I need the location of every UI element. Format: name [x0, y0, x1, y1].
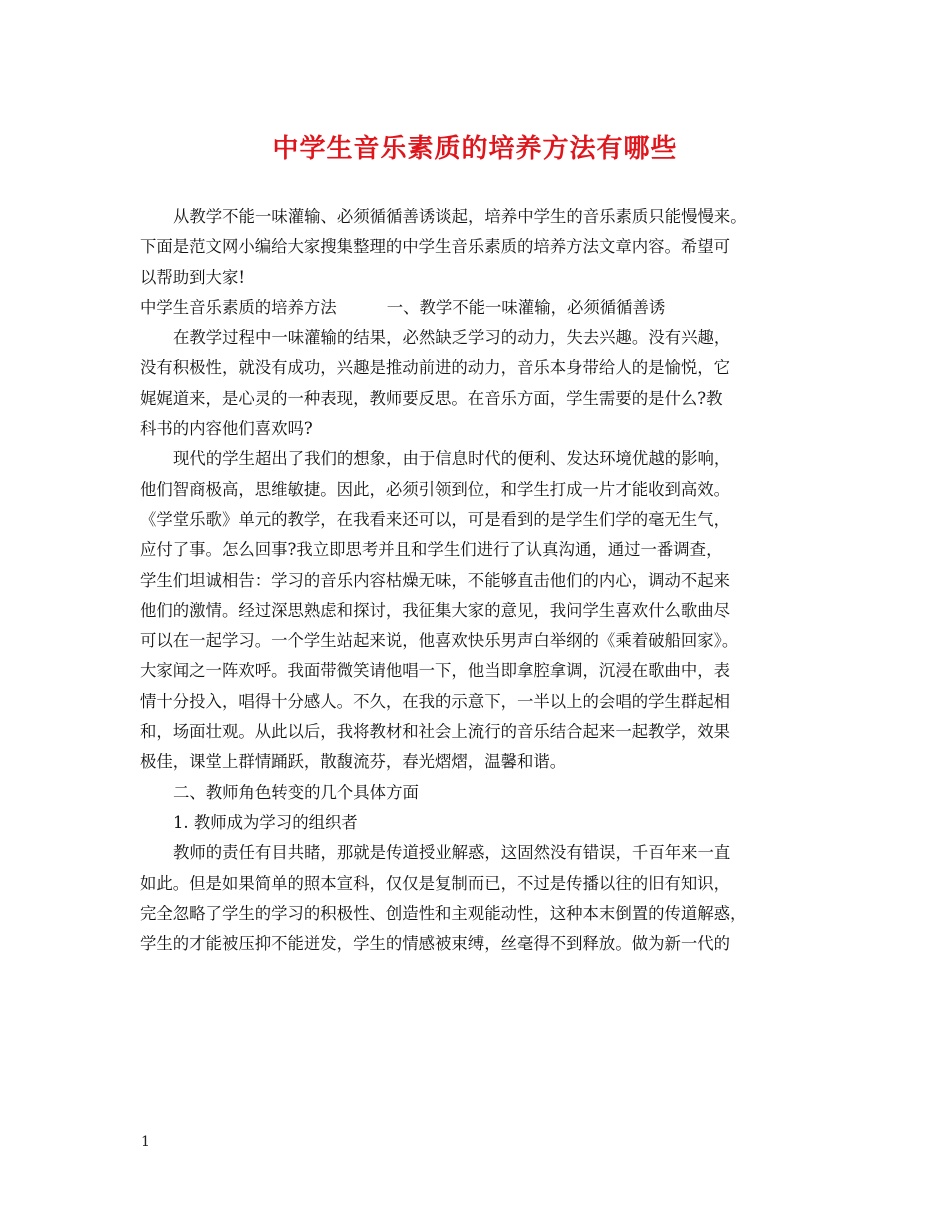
section-heading-line — [140, 293, 830, 323]
paragraph-line: 从教学不能一味灌输、必须循循善诱谈起，培养中学生的音乐素质只能慢慢来。 — [173, 207, 747, 226]
paragraph-line: 在教学过程中一味灌输的结果，必然缺乏学习的动力，失去兴趣。没有兴趣， — [173, 328, 731, 348]
paragraph-line: 以帮助到大家! — [140, 267, 245, 287]
document-title: 中学生音乐素质的培养方法有哪些 — [272, 134, 678, 164]
paragraph-line: 大家闻之一阵欢呼。我面带微笑请他唱一下，他当即拿腔拿调，沉浸在歌曲中，表 — [140, 661, 731, 681]
paragraph-line: 现代的学生超出了我们的想象，由于信息时代的便利、发达环境优越的影响， — [173, 449, 731, 469]
paragraph-line: 学生们坦诚相告：学习的音乐内容枯燥无味，不能够直击他们的内心，调动不起来 — [140, 570, 731, 590]
paragraph-line: 教师的责任有目共睹，那就是传道授业解惑，这固然没有错误，千百年来一直 — [173, 843, 731, 863]
paragraph-line: 没有积极性，就没有成功，兴趣是推动前进的动力，音乐本身带给人的是愉悦，它 — [140, 358, 731, 378]
paragraph-line: 《学堂乐歌》单元的教学，在我看来还可以，可是看到的是学生们学的毫无生气， — [140, 509, 731, 529]
paragraph-line: 科书的内容他们喜欢吗? — [140, 419, 313, 439]
paragraph-line: 完全忽略了学生的学习的积极性、创造性和主观能动性，这种本末倒置的传道解惑， — [140, 903, 747, 923]
subsection-heading: 1. 教师成为学习的组织者 — [173, 812, 358, 832]
subtitle-text: 中学生音乐素质的培养方法 — [140, 297, 337, 317]
section-heading: 一、教学不能一味灌输，必须循循善诱 — [386, 297, 666, 317]
paragraph-line: 可以在一起学习。一个学生站起来说，他喜欢快乐男声白举纲的《乘着破船回家》。 — [140, 631, 739, 651]
document-body — [140, 202, 830, 959]
paragraph-line: 学生的才能被压抑不能迸发，学生的情感被束缚，丝毫得不到释放。做为新一代的 — [140, 934, 731, 954]
paragraph-line: 下面是范文网小编给大家搜集整理的中学生音乐素质的培养方法文章内容。希望可 — [140, 237, 731, 257]
section-heading: 二、教师角色转变的几个具体方面 — [173, 782, 419, 802]
paragraph-line: 情十分投入，唱得十分感人。不久，在我的示意下，一半以上的会唱的学生群起相 — [140, 691, 731, 711]
paragraph-line: 和，场面壮观。从此以后，我将教材和社会上流行的音乐结合起来一起教学，效果 — [140, 722, 731, 742]
page-number: 1 — [141, 1134, 150, 1150]
paragraph-line: 应付了事。怎么回事?我立即思考并且和学生们进行了认真沟通，通过一番调查， — [140, 540, 723, 560]
paragraph-line: 他们智商极高，思维敏捷。因此，必须引领到位，和学生打成一片才能收到高效。 — [140, 479, 731, 499]
paragraph-line: 娓娓道来，是心灵的一种表现，教师要反思。在音乐方面，学生需要的是什么?教 — [140, 388, 723, 408]
paragraph-line: 如此。但是如果简单的照本宣科，仅仅是复制而已，不过是传播以往的旧有知识， — [140, 873, 731, 893]
paragraph-line: 极佳，课堂上群情踊跃，散馥流芬，春光熠熠，温馨和谐。 — [140, 752, 567, 772]
paragraph-line: 他们的激情。经过深思熟虑和探讨，我征集大家的意见，我问学生喜欢什么歌曲尽 — [140, 600, 731, 620]
